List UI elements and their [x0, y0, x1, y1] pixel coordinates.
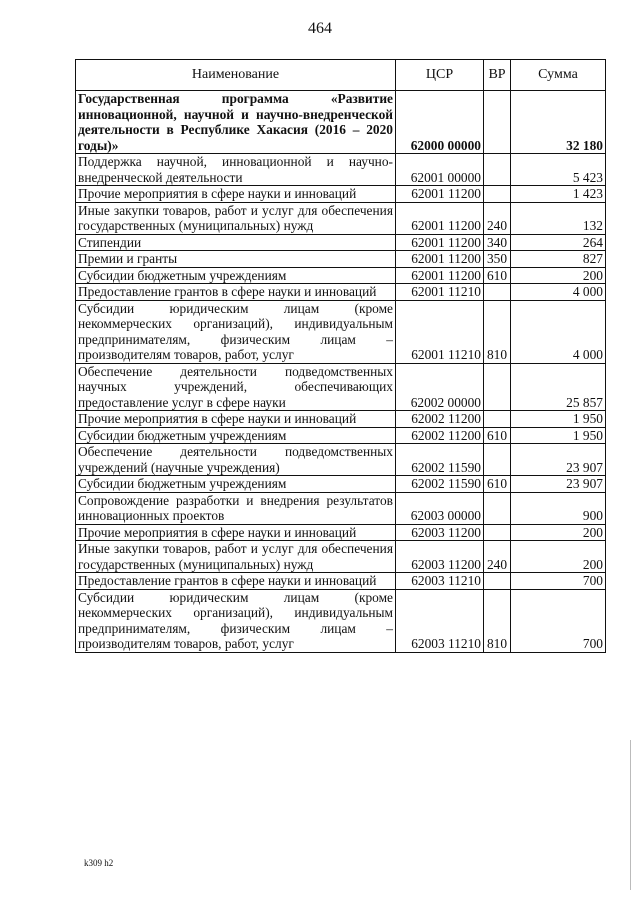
- row-sum: 700: [511, 573, 606, 590]
- row-name: Предоставление грантов в сфере науки и инноваций: [76, 573, 396, 590]
- row-sum: 25 857: [511, 363, 606, 411]
- row-sum: 4 000: [511, 300, 606, 363]
- row-code: 62002 11590: [396, 476, 484, 493]
- row-code: 62001 11200: [396, 234, 484, 251]
- row-name: Прочие мероприятия в сфере науки и инноваций: [76, 186, 396, 203]
- table-row: [76, 589, 606, 652]
- scan-margin-line: [630, 740, 631, 890]
- row-name: Предоставление грантов в сфере науки и инноваций: [76, 284, 396, 301]
- row-code: 62003 11200: [396, 541, 484, 573]
- table-row: [76, 573, 606, 590]
- table-row: [76, 476, 606, 493]
- table-row: [76, 411, 606, 428]
- row-name: Субсидии юридическим лицам (кроме некоммерческих организаций), индивидуальным предпринимателям, физическим лицам – производителям товаров, работ, услуг: [76, 589, 396, 652]
- row-vr: [484, 411, 511, 428]
- row-vr: 350: [484, 251, 511, 268]
- row-name: Прочие мероприятия в сфере науки и инноваций: [76, 524, 396, 541]
- row-sum: 200: [511, 541, 606, 573]
- table-row: [76, 300, 606, 363]
- row-code: 62003 00000: [396, 492, 484, 524]
- row-vr: 610: [484, 427, 511, 444]
- row-name: Иные закупки товаров, работ и услуг для обеспечения государственных (муниципальных) нужд: [76, 541, 396, 573]
- row-name: Премии и гранты: [76, 251, 396, 268]
- row-vr: 810: [484, 589, 511, 652]
- row-sum: 1 950: [511, 427, 606, 444]
- row-name: Иные закупки товаров, работ и услуг для обеспечения государственных (муниципальных) нужд: [76, 202, 396, 234]
- row-code: 62001 11210: [396, 284, 484, 301]
- row-code: 62001 11200: [396, 202, 484, 234]
- row-code: 62001 11200: [396, 186, 484, 203]
- row-name: Государственная программа «Развитие инновационной, научной и научно-внедренческой деятельности в Республике Хакасия (2016 – 2020 годы)»: [76, 91, 396, 154]
- table-row: [76, 91, 606, 154]
- row-name: Обеспечение деятельности подведомственных учреждений (научные учреждения): [76, 444, 396, 476]
- row-sum: 264: [511, 234, 606, 251]
- row-code: 62002 11590: [396, 444, 484, 476]
- row-name: Обеспечение деятельности подведомственных научных учреждений, обеспечивающих предоставление услуг в сфере науки: [76, 363, 396, 411]
- row-sum: 132: [511, 202, 606, 234]
- row-code: 62002 00000: [396, 363, 484, 411]
- header-vr: ВР: [484, 60, 511, 91]
- row-name: Прочие мероприятия в сфере науки и инноваций: [76, 411, 396, 428]
- row-vr: [484, 363, 511, 411]
- row-vr: [484, 492, 511, 524]
- row-code: 62003 11210: [396, 573, 484, 590]
- footer-code: k309 h2: [84, 858, 114, 868]
- row-name: Субсидии юридическим лицам (кроме некоммерческих организаций), индивидуальным предпринимателям, физическим лицам – производителям товаров, работ, услуг: [76, 300, 396, 363]
- row-name: Поддержка научной, инновационной и научно-внедренческой деятельности: [76, 154, 396, 186]
- row-code: 62001 11200: [396, 267, 484, 284]
- table-row: [76, 251, 606, 268]
- row-code: 62003 11210: [396, 589, 484, 652]
- row-sum: 200: [511, 524, 606, 541]
- table-row: [76, 267, 606, 284]
- row-vr: 610: [484, 476, 511, 493]
- row-vr: [484, 524, 511, 541]
- row-sum: 1 950: [511, 411, 606, 428]
- row-vr: [484, 444, 511, 476]
- header-sum: Сумма: [511, 60, 606, 91]
- header-row: [76, 60, 606, 91]
- row-vr: [484, 573, 511, 590]
- table-row: [76, 202, 606, 234]
- row-vr: 240: [484, 541, 511, 573]
- table-row: [76, 541, 606, 573]
- row-vr: [484, 91, 511, 154]
- table-row: [76, 186, 606, 203]
- row-name: Субсидии бюджетным учреждениям: [76, 267, 396, 284]
- row-sum: 200: [511, 267, 606, 284]
- row-vr: [484, 154, 511, 186]
- row-code: 62002 11200: [396, 411, 484, 428]
- table-row: [76, 363, 606, 411]
- row-vr: [484, 284, 511, 301]
- row-name: Стипендии: [76, 234, 396, 251]
- row-sum: 700: [511, 589, 606, 652]
- table-row: [76, 492, 606, 524]
- table-row: [76, 427, 606, 444]
- table-row: [76, 154, 606, 186]
- row-sum: 23 907: [511, 444, 606, 476]
- row-sum: 4 000: [511, 284, 606, 301]
- row-name: Субсидии бюджетным учреждениям: [76, 476, 396, 493]
- row-vr: 610: [484, 267, 511, 284]
- row-vr: 340: [484, 234, 511, 251]
- page-number: 464: [308, 20, 332, 37]
- budget-table: [75, 59, 606, 653]
- row-name: Субсидии бюджетным учреждениям: [76, 427, 396, 444]
- row-vr: 810: [484, 300, 511, 363]
- header-name: Наименование: [76, 60, 396, 91]
- row-code: 62001 00000: [396, 154, 484, 186]
- row-code: 62002 11200: [396, 427, 484, 444]
- table-row: [76, 284, 606, 301]
- table-row: [76, 234, 606, 251]
- row-sum: 23 907: [511, 476, 606, 493]
- row-sum: 900: [511, 492, 606, 524]
- row-sum: 827: [511, 251, 606, 268]
- row-code: 62000 00000: [396, 91, 484, 154]
- row-sum: 5 423: [511, 154, 606, 186]
- table-row: [76, 444, 606, 476]
- row-sum: 32 180: [511, 91, 606, 154]
- row-vr: [484, 186, 511, 203]
- header-code: ЦСР: [396, 60, 484, 91]
- row-code: 62001 11200: [396, 251, 484, 268]
- row-name: Сопровождение разработки и внедрения результатов инновационных проектов: [76, 492, 396, 524]
- row-vr: 240: [484, 202, 511, 234]
- row-sum: 1 423: [511, 186, 606, 203]
- table-row: [76, 524, 606, 541]
- row-code: 62001 11210: [396, 300, 484, 363]
- row-code: 62003 11200: [396, 524, 484, 541]
